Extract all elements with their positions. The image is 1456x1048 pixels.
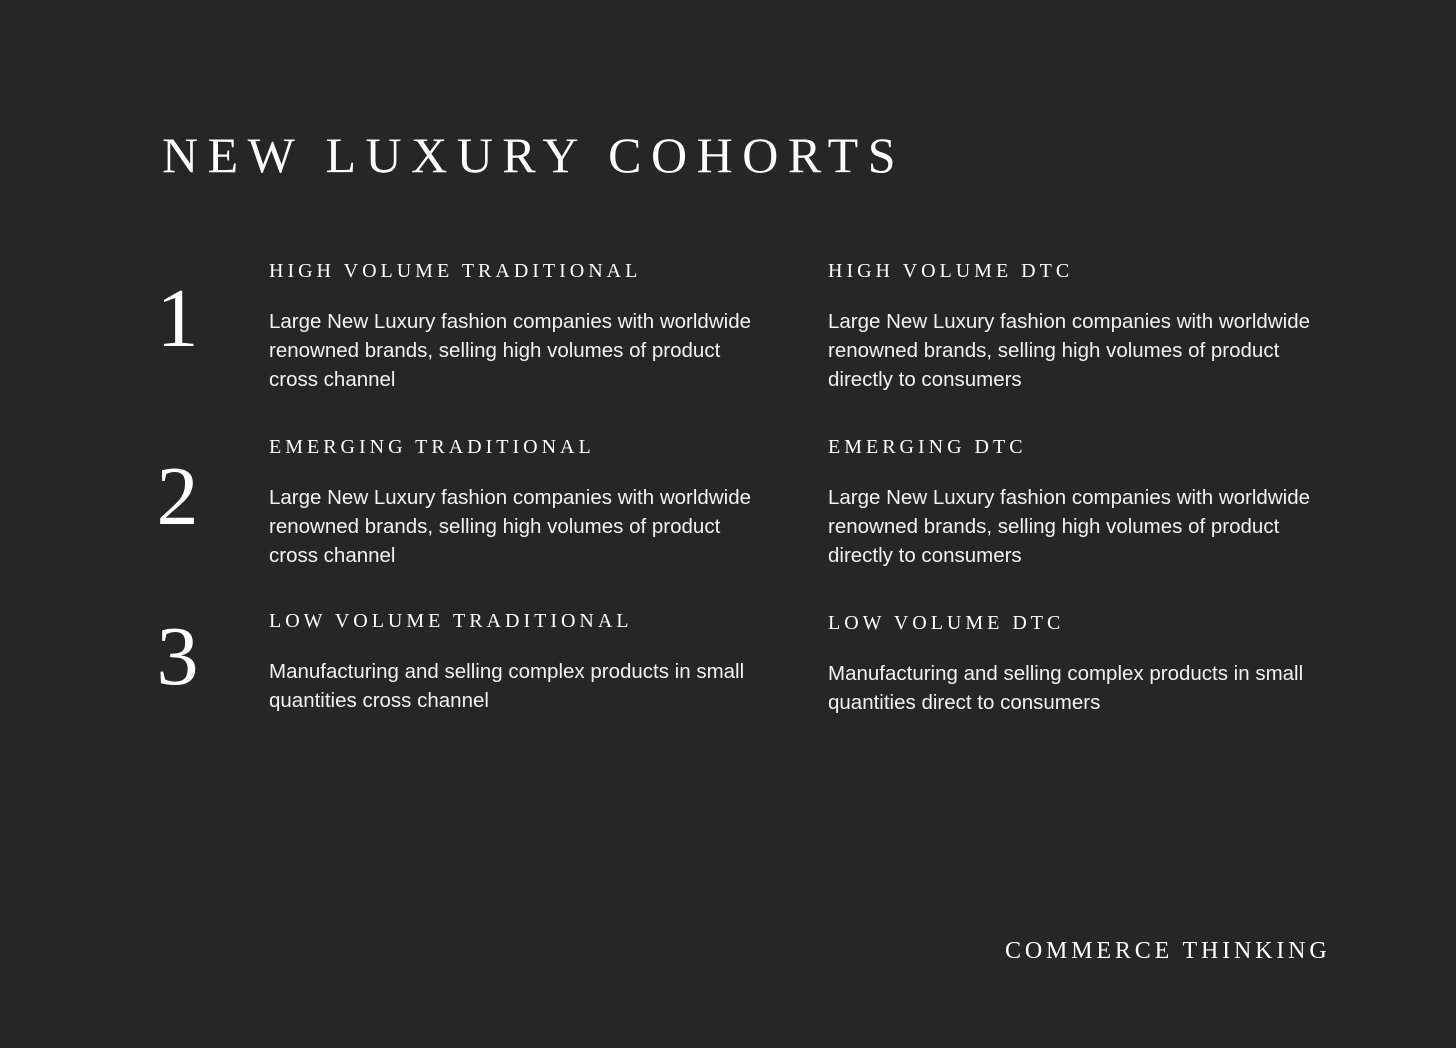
brand-footer: COMMERCE THINKING bbox=[1005, 938, 1331, 964]
page-title: NEW LUXURY COHORTS bbox=[162, 127, 906, 183]
cohort-high-volume-traditional bbox=[269, 261, 769, 394]
cohort-description: Manufacturing and selling complex products in small quantities direct to consumers bbox=[828, 662, 1304, 714]
cohort-heading: LOW VOLUME TRADITIONAL bbox=[269, 610, 633, 632]
cohort-high-volume-dtc bbox=[828, 261, 1328, 394]
cohort-number-3: 3 bbox=[156, 610, 199, 703]
cohort-emerging-dtc bbox=[828, 437, 1328, 570]
cohort-emerging-traditional bbox=[269, 437, 769, 570]
cohort-low-volume-traditional bbox=[269, 611, 769, 715]
cohort-number-2: 2 bbox=[156, 450, 199, 543]
cohort-low-volume-dtc bbox=[828, 613, 1328, 717]
cohort-heading: EMERGING TRADITIONAL bbox=[269, 436, 595, 458]
cohort-number-1: 1 bbox=[156, 272, 199, 365]
cohort-description: Large New Luxury fashion companies with worldwide renowned brands, selling high volumes of product directly to consumers bbox=[828, 310, 1310, 391]
cohort-heading: LOW VOLUME DTC bbox=[828, 612, 1065, 634]
cohort-heading: EMERGING DTC bbox=[828, 436, 1027, 458]
cohort-description: Large New Luxury fashion companies with worldwide renowned brands, selling high volumes of product directly to consumers bbox=[828, 486, 1310, 567]
cohort-description: Large New Luxury fashion companies with worldwide renowned brands, selling high volumes of product cross channel bbox=[269, 486, 751, 567]
cohort-heading: HIGH VOLUME DTC bbox=[828, 260, 1074, 282]
cohort-heading: HIGH VOLUME TRADITIONAL bbox=[269, 260, 642, 282]
cohort-description: Manufacturing and selling complex products in small quantities cross channel bbox=[269, 660, 745, 712]
cohort-description: Large New Luxury fashion companies with worldwide renowned brands, selling high volumes of product cross channel bbox=[269, 310, 751, 391]
